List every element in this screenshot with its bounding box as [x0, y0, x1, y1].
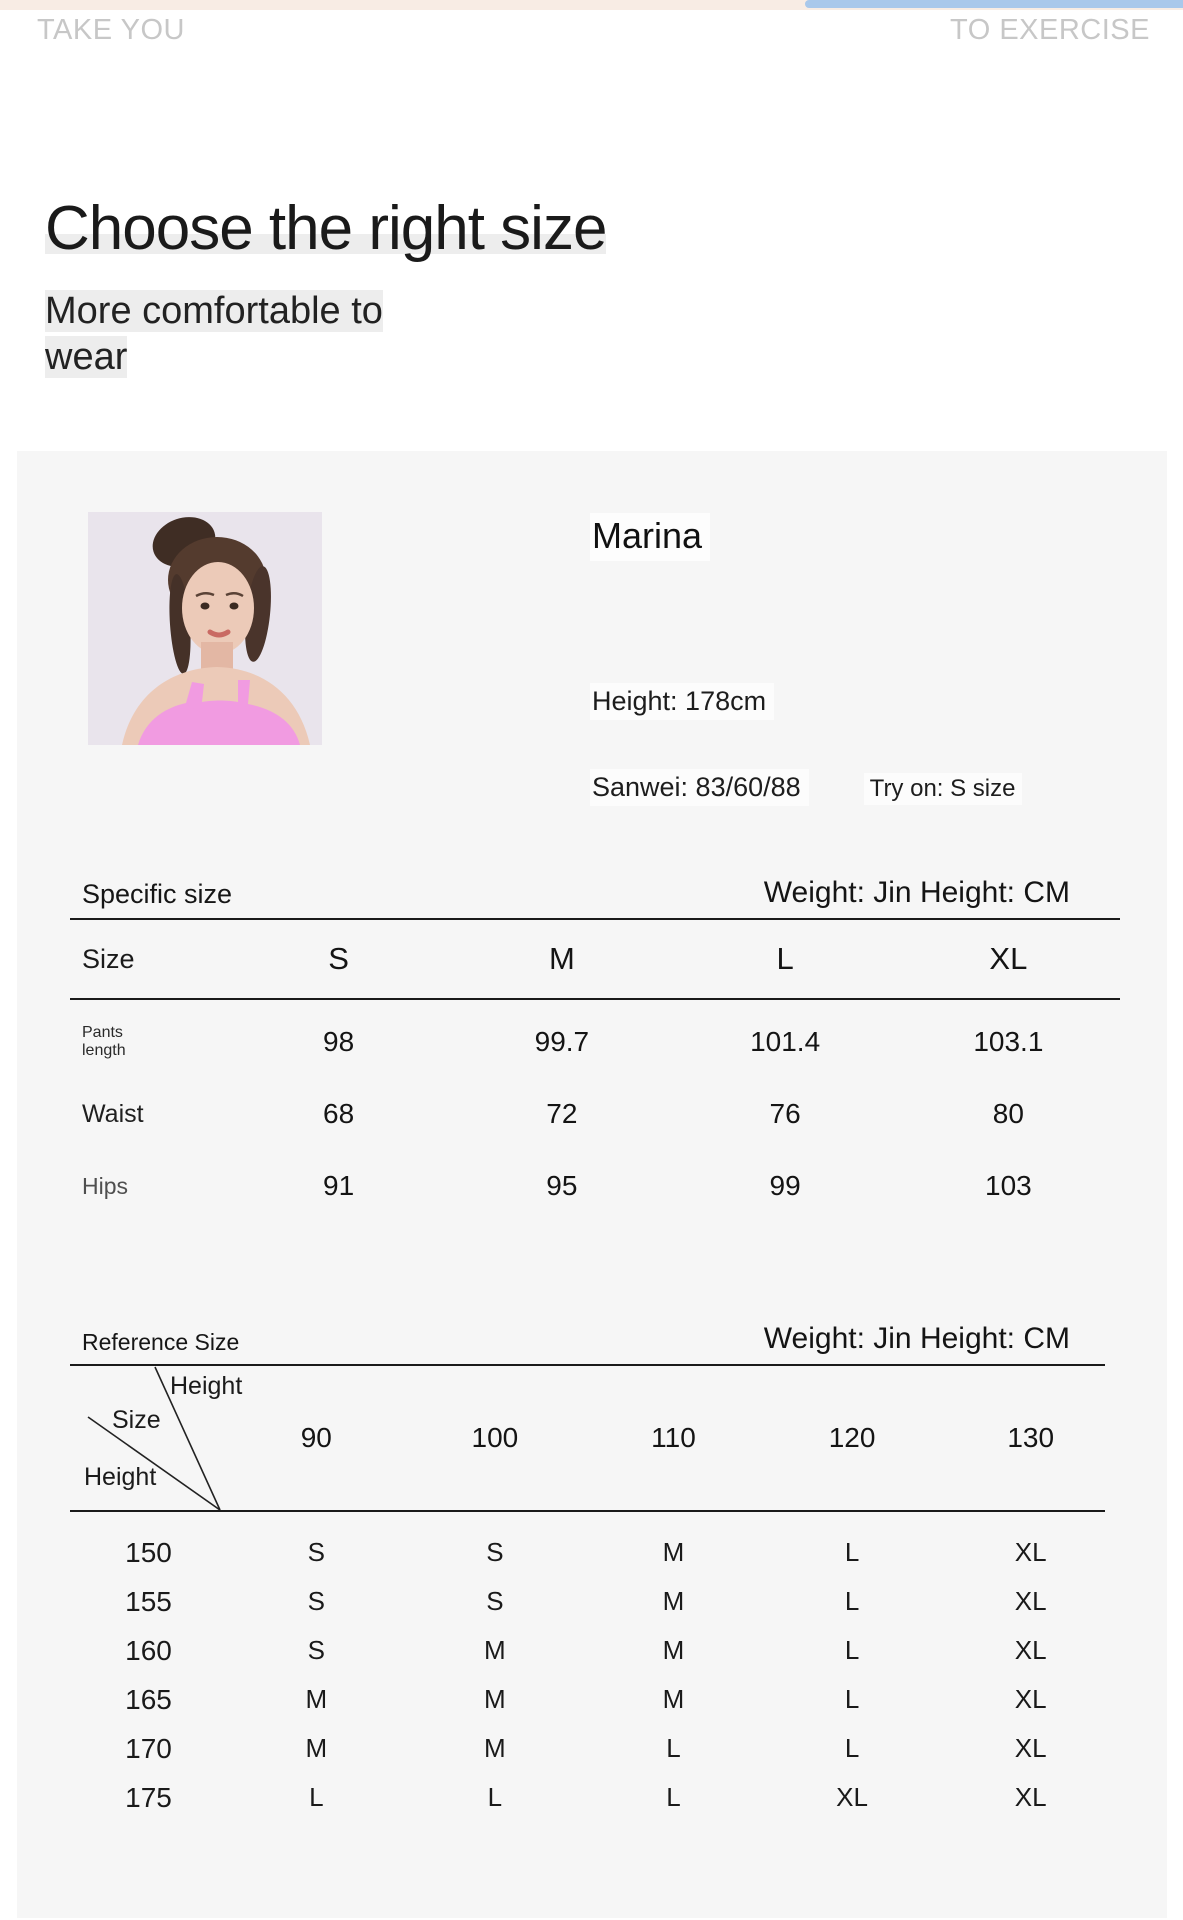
corner-height-bottom: Height: [84, 1463, 157, 1491]
table-cell: L: [666, 1733, 681, 1763]
table-cell: L: [844, 1684, 860, 1714]
specific-size-title: Specific size: [82, 879, 233, 909]
reference-size-title: Reference Size: [82, 1329, 240, 1355]
row-label: 160: [125, 1634, 172, 1666]
table-cell: 99.7: [534, 1026, 590, 1057]
size-chart-card: [17, 451, 1167, 1918]
table-cell: 68: [323, 1098, 355, 1129]
reference-size-header: [70, 1307, 1120, 1364]
column-header: XL: [989, 941, 1028, 976]
model-name: Marina: [590, 513, 710, 561]
table-cell: M: [484, 1635, 506, 1665]
table-cell: XL: [1014, 1782, 1047, 1812]
table-cell: 99: [769, 1170, 801, 1201]
table-cell: M: [662, 1586, 685, 1616]
table-cell: S: [307, 1635, 325, 1665]
brand-left-text: TAKE YOU: [37, 14, 185, 46]
table-cell: M: [305, 1733, 328, 1763]
column-header: 130: [1007, 1422, 1055, 1453]
table-cell: M: [662, 1537, 685, 1567]
table-cell: S: [486, 1537, 504, 1567]
brand-right-text: TO EXERCISE: [950, 14, 1150, 46]
page-subtitle: More comfortable to wear: [45, 290, 383, 379]
column-header: 120: [828, 1422, 876, 1453]
row-label: 155: [125, 1585, 172, 1617]
column-header: L: [776, 941, 794, 976]
row-label: Waist: [82, 1099, 144, 1128]
table-cell: M: [484, 1684, 506, 1714]
reference-size-table-body: [70, 1512, 1120, 1822]
column-header: 100: [471, 1422, 519, 1453]
table-cell: L: [844, 1537, 860, 1567]
progress-bar: [805, 0, 1183, 8]
model-photo: [88, 512, 322, 745]
table-cell: M: [484, 1733, 506, 1763]
model-try-on: Try on: S size: [864, 773, 1022, 805]
table-cell: 101.4: [750, 1026, 821, 1057]
table-row: [70, 1773, 1120, 1822]
table-row: [70, 1577, 1120, 1626]
table-cell: XL: [836, 1782, 868, 1812]
table-cell: 80: [992, 1098, 1024, 1129]
table-cell: L: [844, 1586, 860, 1616]
table-row: [70, 1078, 1120, 1150]
row-label: 175: [125, 1781, 172, 1813]
column-header: 110: [651, 1422, 696, 1453]
column-header: S: [328, 941, 349, 976]
top-accent-strip: [0, 0, 1183, 10]
table-cell: S: [307, 1586, 325, 1616]
diagonal-corner-cell: [70, 1366, 243, 1510]
table-cell: M: [305, 1684, 328, 1714]
table-row: [70, 1626, 1120, 1675]
table-cell: L: [844, 1733, 860, 1763]
table-cell: L: [844, 1635, 860, 1665]
table-cell: XL: [1014, 1733, 1047, 1763]
model-height: Height: 178cm: [590, 683, 774, 720]
table-cell: 76: [769, 1098, 801, 1129]
row-label: 150: [125, 1536, 172, 1568]
corner-size: Size: [112, 1406, 161, 1434]
size-tables: [70, 862, 1120, 1822]
table-cell: 103.1: [973, 1026, 1044, 1057]
unit-note: Weight: Jin Height: CM: [763, 1322, 1070, 1355]
corner-height-top: Height: [170, 1372, 243, 1400]
table-cell: 72: [546, 1098, 578, 1129]
row-label: Hips: [82, 1172, 129, 1199]
table-cell: 98: [323, 1026, 355, 1057]
table-cell: M: [662, 1684, 685, 1714]
row-label: 165: [125, 1683, 172, 1715]
table-cell: L: [666, 1782, 681, 1812]
brand-header: [37, 14, 1150, 47]
table-cell: 91: [323, 1170, 355, 1201]
reference-size-column-header-row: [70, 1366, 1120, 1510]
model-measurements-row: [590, 769, 1022, 806]
table-cell: S: [486, 1586, 504, 1616]
column-header: M: [548, 941, 575, 976]
table-cell: XL: [1014, 1586, 1047, 1616]
specific-size-header: [70, 862, 1120, 918]
table-row: [70, 1150, 1120, 1222]
table-cell: S: [307, 1537, 325, 1567]
table-row: [70, 1675, 1120, 1724]
table-cell: XL: [1014, 1635, 1047, 1665]
specific-size-table-body: [70, 1000, 1120, 1222]
table-cell: 103: [985, 1170, 1032, 1201]
table-row: [70, 1724, 1120, 1773]
column-header: 90: [300, 1422, 332, 1453]
specific-size-column-header-row: [70, 920, 1120, 998]
table-cell: 95: [546, 1170, 578, 1201]
table-cell: M: [662, 1635, 685, 1665]
table-row: [70, 1006, 1120, 1078]
size-label: Size: [82, 943, 135, 974]
unit-note: Weight: Jin Height: CM: [763, 876, 1070, 909]
model-sanwei: Sanwei: 83/60/88: [590, 769, 809, 806]
table-cell: L: [487, 1782, 503, 1812]
model-info: [590, 513, 710, 561]
table-cell: XL: [1014, 1684, 1047, 1714]
page-title: Choose the right size: [45, 194, 607, 263]
row-label: 170: [125, 1732, 172, 1764]
table-cell: XL: [1014, 1537, 1047, 1567]
table-row: [70, 1528, 1120, 1577]
table-cell: L: [309, 1782, 324, 1812]
row-label: Pants length: [82, 1023, 126, 1059]
